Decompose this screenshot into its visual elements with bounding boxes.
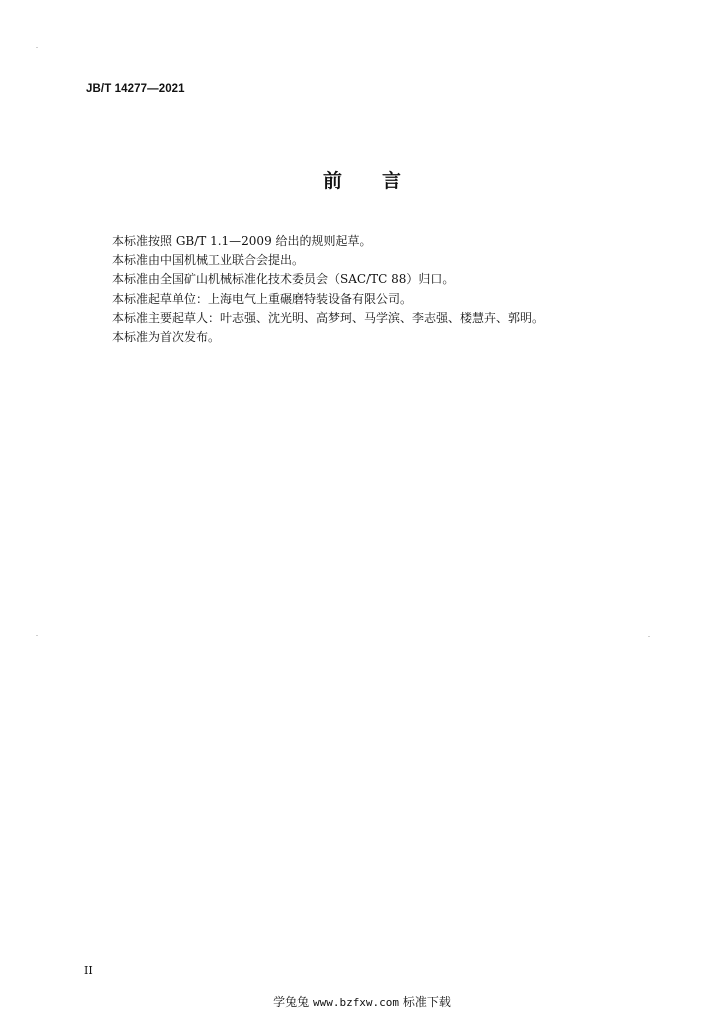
paragraph: 本标准按照 GB/T 1.1—2009 给出的规则起草。 xyxy=(112,234,372,248)
paragraph: 本标准为首次发布。 xyxy=(112,330,221,345)
page-title xyxy=(0,166,724,193)
footer-url: www.bzfxw.com xyxy=(312,996,400,1009)
footer-prefix: 学兔兔 xyxy=(273,995,310,1009)
title-char-1: 前 xyxy=(322,170,342,192)
footer-suffix: 标准下载 xyxy=(402,995,451,1009)
foreword-body xyxy=(112,232,672,347)
page-number: II xyxy=(84,964,93,977)
paragraph: 本标准由中国机械工业联合会提出。 xyxy=(112,253,305,268)
paragraph: 本标准由全国矿山机械标准化技术委员会（SAC/TC 88）归口。 xyxy=(112,272,455,287)
standard-code: JB/T 14277—2021 xyxy=(86,83,185,95)
title-char-2: 言 xyxy=(382,170,402,192)
paragraph: 本标准主要起草人：叶志强、沈光明、高梦珂、马学滨、李志强、楼慧卉、郭明。 xyxy=(112,310,545,325)
watermark-footer xyxy=(0,993,724,1010)
scan-speck xyxy=(36,635,38,636)
scan-speck xyxy=(648,636,650,637)
paragraph: 本标准起草单位：上海电气上重碾磨特装设备有限公司。 xyxy=(112,291,413,306)
scan-speck xyxy=(36,47,38,48)
